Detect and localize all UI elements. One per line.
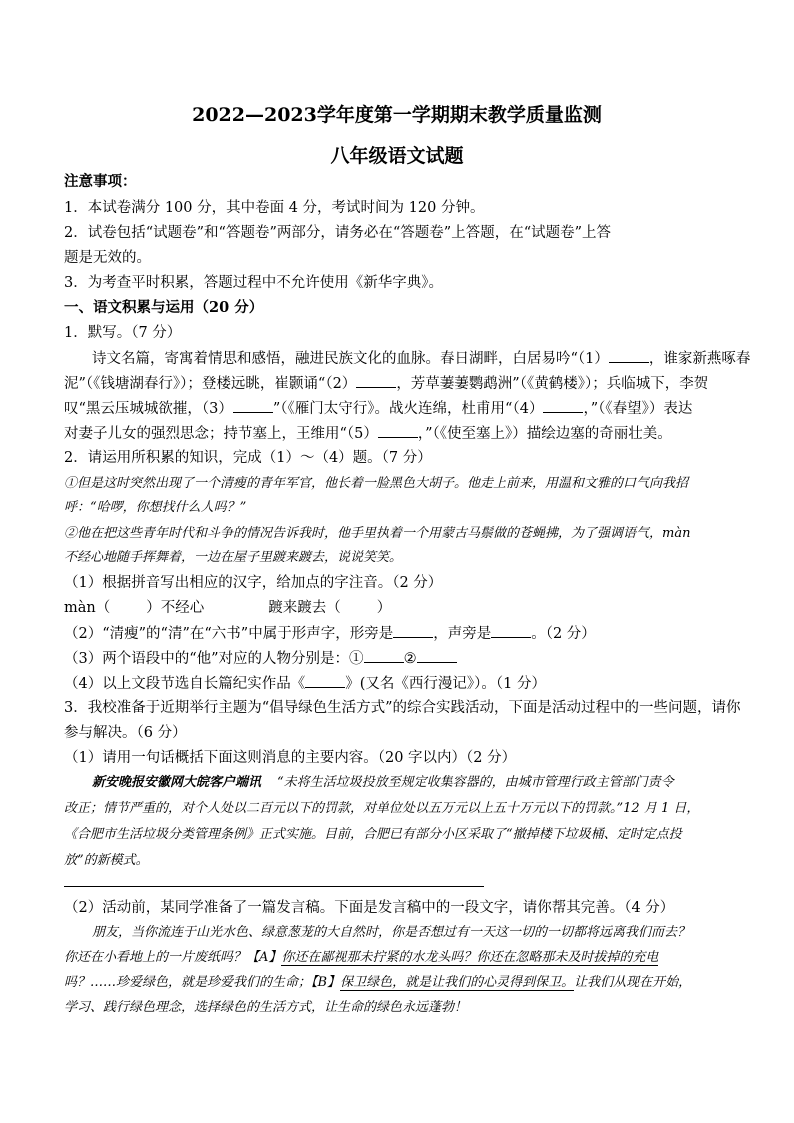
answer-blank[interactable] bbox=[233, 398, 273, 413]
question-label: 3．我校准备于近期举行主题为“倡导绿色生活方式”的综合实践活动，下面是活动过程中的一些问题，请你 bbox=[64, 700, 741, 716]
text-segment: （4）以上文段节选自长篇纪实作品《 bbox=[64, 676, 306, 692]
reading-passage-1: 呼：“哈啰，你想找什么人吗？” bbox=[64, 500, 247, 515]
sub-question: （1）根据拼音写出相应的汉字，给加点的字注音。（2 分） bbox=[64, 575, 443, 591]
text-segment: ，芳草萋萋鹦鹉洲”（《黄鹤楼》）；兵临城下，李贺 bbox=[396, 376, 709, 392]
text-segment: ，”（《使至塞上》）描绘边塞的奇丽壮美。 bbox=[417, 426, 672, 442]
passage-line bbox=[64, 373, 734, 394]
speech-passage bbox=[64, 973, 734, 993]
text-segment: （2）“清瘦”的“清”在“六书”中属于形声字，形旁是 bbox=[64, 626, 394, 642]
sub-question bbox=[64, 673, 734, 694]
notice-item: 2．试卷包括“试题卷”和“答题卷”两部分，请务必在“答题卷”上答题，在“试题卷”上答 bbox=[64, 225, 612, 241]
sub-question-answer-line bbox=[64, 598, 734, 618]
text-segment: màn（ bbox=[64, 600, 111, 616]
reading-passage-2: 不经心地随手挥舞着，一边在屋子里踱来踱去，说说笑笑。 bbox=[64, 550, 403, 565]
exam-title: 2022—2023学年度第一学期期末教学质量监测 bbox=[192, 104, 602, 126]
notice-heading: 注意事项： bbox=[64, 173, 137, 190]
question-label: 1．默写。（7 分） bbox=[64, 325, 182, 341]
text-segment: ”（《雁门太守行》。战火连绵，杜甫用“（4） bbox=[272, 401, 544, 417]
text-segment: 对妻子儿女的强烈思念；持节塞上，王维用“（5） bbox=[64, 426, 378, 442]
text-segment: 。（2 分） bbox=[531, 626, 596, 642]
answer-blank[interactable] bbox=[393, 623, 433, 638]
answer-blank[interactable] bbox=[305, 673, 345, 688]
sub-question: （2）活动前，某同学准备了一篇发言稿。下面是发言稿中的一段文字，请你帮其完善。（4 分） bbox=[64, 900, 675, 916]
answer-blank[interactable] bbox=[417, 648, 457, 663]
answer-blank[interactable] bbox=[364, 648, 404, 663]
notice-item: 3．为考查平时积累，答题过程中不允许使用《新华字典》。 bbox=[64, 275, 443, 291]
text-segment: 泥”（《钱塘湖春行》）；登楼远眺，崔颢诵“（2） bbox=[64, 376, 357, 392]
news-passage: 改正；情节严重的，对个人处以二百元以下的罚款，对单位处以五万元以上五十万元以下的罚款。”12 月 1 日， bbox=[64, 801, 700, 816]
news-passage: 《合肥市生活垃圾分类管理条例》正式实施。目前，合肥已有部分小区采取了“撤掉楼下垃圾桶、定时定点投 bbox=[64, 827, 682, 842]
text-segment: ② bbox=[403, 651, 417, 667]
news-passage: 放”的新模式。 bbox=[64, 853, 149, 868]
notice-item: 题是无效的。 bbox=[64, 250, 151, 266]
notice-item: 1．本试卷满分 100 分，其中卷面 4 分，考试时间为 120 分钟。 bbox=[64, 200, 485, 216]
text-segment: 你还在小看地上的一片废纸吗？【A】 bbox=[64, 950, 282, 965]
passage-line bbox=[64, 398, 734, 419]
underlined-sentence-b: 保卫绿色，就是让我们的心灵得到保卫。 bbox=[340, 975, 575, 990]
text-segment: ，”（《春望》）表达 bbox=[583, 401, 693, 417]
sub-question: （1）请用一句话概括下面这则消息的主要内容。（20 字以内）（2 分） bbox=[64, 750, 517, 766]
passage-line bbox=[64, 348, 751, 369]
text-segment: 踱来踱去（ bbox=[268, 600, 341, 616]
text-segment: ） bbox=[376, 600, 392, 616]
answer-line[interactable] bbox=[64, 886, 484, 887]
news-source: 新安晚报安徽网大皖客户端讯 bbox=[92, 775, 262, 790]
section-heading: 一、语文积累与运用（20 分） bbox=[64, 299, 264, 316]
question-label: 参与解决。（6 分） bbox=[64, 725, 187, 741]
underlined-sentence-a: 你还在鄙视那未拧紧的水龙头吗？你还在忽略那未及时拔掉的充电 bbox=[281, 950, 659, 965]
answer-blank[interactable] bbox=[378, 423, 418, 438]
answer-blank[interactable] bbox=[543, 398, 583, 413]
answer-blank[interactable] bbox=[491, 623, 531, 638]
text-segment: ，声旁是 bbox=[433, 626, 492, 642]
text-segment: ）不经心 bbox=[146, 600, 205, 616]
text-segment: 诗文名篇，寄寓着情思和感悟，融进民族文化的血脉。春日湖畔，白居易吟“（1） bbox=[92, 351, 609, 367]
answer-blank[interactable] bbox=[356, 373, 396, 388]
text-segment: 吗？……珍爱绿色，就是珍爱我们的生命；【B】 bbox=[64, 975, 341, 990]
news-passage bbox=[64, 773, 734, 793]
text-segment: 让我们从现在开始， bbox=[574, 975, 692, 990]
speech-passage: 学习、践行绿色理念，选择绿色的生活方式，让生命的绿色永远蓬勃！ bbox=[64, 1000, 468, 1015]
text-segment: ，谁家新燕啄春 bbox=[648, 351, 751, 367]
text-segment: 叹“黑云压城城欲摧，（3） bbox=[64, 401, 233, 417]
text-segment: 》(又名《西行漫记》）。（1 分） bbox=[345, 676, 546, 692]
sub-question bbox=[64, 623, 734, 644]
exam-subtitle: 八年级语文试题 bbox=[330, 145, 464, 167]
passage-line bbox=[64, 423, 734, 444]
answer-blank[interactable] bbox=[609, 348, 649, 363]
text-segment: “未将生活垃圾投放至规定收集容器的，由城市管理行政主管部门责令 bbox=[277, 775, 674, 790]
sub-question bbox=[64, 648, 734, 669]
text-segment: （3）两个语段中的“他”对应的人物分别是：① bbox=[64, 651, 364, 667]
speech-passage: 朋友，当你流连于山光水色、绿意葱茏的大自然时，你是否想过有一天这一切的一切都将远离我们而去？ bbox=[92, 925, 691, 940]
speech-passage bbox=[64, 948, 734, 968]
question-label: 2．请运用所积累的知识，完成（1）～（4）题。（7 分） bbox=[64, 450, 432, 466]
reading-passage-2: ②他在把这些青年时代和斗争的情况告诉我时，他手里执着一个用蒙古马鬃做的苍蝇拂，为了强调语气，màn bbox=[64, 526, 691, 541]
reading-passage-1: ①但是这时突然出现了一个清瘦的青年军官，他长着一脸黑色大胡子。他走上前来，用温和文雅的口气向我招 bbox=[64, 476, 689, 491]
